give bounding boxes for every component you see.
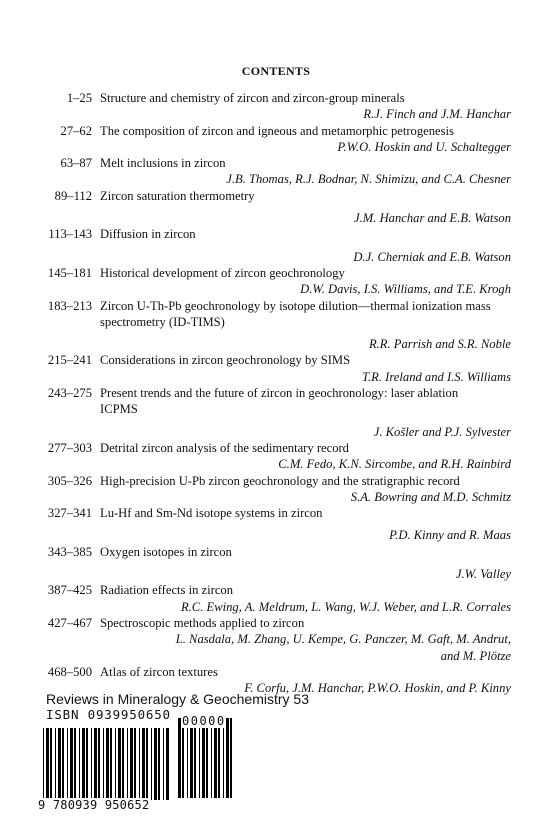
barcode-bar — [98, 728, 100, 800]
toc-entry — [0, 582, 552, 615]
entry-authors: L. Nasdala, M. Zhang, U. Kempe, G. Panczer, M. Gaft, M. Andrut, — [175, 632, 511, 647]
entry-pages: 243–275 — [47, 386, 92, 401]
table-of-contents — [0, 90, 552, 696]
entry-authors: D.J. Cherniak and E.B. Watson — [353, 249, 511, 264]
entry-authors: P.D. Kinny and R. Maas — [389, 528, 511, 543]
barcode-bar — [55, 728, 56, 800]
entry-pages: 277–303 — [47, 440, 92, 455]
entry-title: Zircon U-Th-Pb geochronology by isotope dilution—thermal ionization mass spectrometry (ID-TIMS) — [100, 298, 491, 329]
barcode-bar — [106, 728, 109, 800]
entry-title: High-precision U-Pb zircon geochronology and the stratigraphic record — [100, 473, 460, 488]
entry-pages: 343–385 — [47, 544, 92, 559]
entry-pages: 215–241 — [47, 353, 92, 368]
entry-pages: 468–500 — [47, 664, 92, 679]
addon-barcode-digits: 00000 — [182, 714, 226, 728]
entry-title: Considerations in zircon geochronology by SIMS — [100, 353, 351, 368]
toc-entry — [0, 505, 552, 544]
entry-pages: 27–62 — [60, 123, 92, 138]
barcode-bar — [154, 728, 157, 800]
entry-title: Detrital zircon analysis of the sedimentary record — [100, 440, 349, 455]
barcode-bar — [103, 728, 104, 800]
barcode-bar — [79, 728, 80, 800]
entry-title: Oxygen isotopes in zircon — [100, 544, 232, 559]
barcode-bar — [158, 728, 160, 800]
entry-authors: S.A. Bowring and M.D. Schmitz — [350, 489, 511, 504]
barcode-bar — [226, 718, 229, 798]
entry-title: Lu-Hf and Sm-Nd isotope systems in zircon — [100, 506, 323, 521]
barcode-bar — [139, 728, 140, 800]
entry-authors: J.M. Hanchar and E.B. Watson — [354, 211, 511, 226]
barcode-bar — [166, 728, 169, 800]
entry-authors: J.B. Thomas, R.J. Bodnar, N. Shimizu, and C.A. Chesner — [226, 172, 511, 187]
toc-entry — [0, 226, 552, 265]
barcode-bar — [43, 728, 44, 800]
barcode-bar — [70, 728, 73, 800]
entry-pages: 183–213 — [47, 298, 92, 313]
entry-authors: P.W.O. Hoskin and U. Schaltegger — [337, 139, 511, 154]
entry-title: Present trends and the future of zircon in geochronology: laser ablation ICPMS — [100, 386, 459, 417]
entry-authors: R.C. Ewing, A. Meldrum, L. Wang, W.J. Weber, and L.R. Corrales — [180, 599, 511, 614]
entry-pages: 305–326 — [47, 473, 92, 488]
barcode-bar — [91, 728, 92, 800]
barcode-bar — [130, 728, 133, 800]
entry-pages: 427–467 — [47, 615, 92, 630]
series-title: Reviews in Mineralogy & Geochemistry 53 — [46, 691, 309, 707]
entry-title: Diffusion in zircon — [100, 227, 196, 242]
toc-entry — [0, 352, 552, 385]
entry-authors: R.J. Finch and J.M. Hanchar — [363, 107, 511, 122]
barcode-bar — [199, 718, 200, 798]
barcode-bar — [62, 728, 64, 800]
toc-entry — [0, 155, 552, 188]
barcode-bar — [146, 728, 148, 800]
entry-authors: F. Corfu, J.M. Hanchar, P.W.O. Hoskin, and P. Kinny — [244, 681, 511, 696]
entry-title: Spectroscopic methods applied to zircon — [100, 615, 305, 630]
barcode-bar — [142, 728, 145, 800]
barcode-bar — [110, 728, 112, 800]
barcode-bar — [58, 728, 61, 800]
entry-authors: D.W. Davis, I.S. Williams, and T.E. Krogh — [300, 282, 511, 297]
barcode-bar — [214, 718, 217, 798]
toc-entry — [0, 615, 552, 664]
isbn-text: ISBN 0939950650 — [46, 707, 171, 722]
barcode-bar — [151, 728, 152, 800]
entry-authors: T.R. Ireland and I.S. Williams — [361, 369, 511, 384]
barcode-bar — [206, 718, 208, 798]
toc-entry — [0, 440, 552, 473]
entry-pages: 327–341 — [47, 506, 92, 521]
barcode-digits: 9 780939 950652 — [38, 798, 150, 812]
barcode-bar — [163, 728, 164, 800]
entry-title: Melt inclusions in zircon — [100, 156, 226, 171]
barcode-bar — [122, 728, 124, 800]
toc-entry — [0, 385, 552, 440]
barcode-bar — [127, 728, 128, 800]
barcode-bar — [178, 718, 181, 798]
entry-pages: 89–112 — [54, 188, 92, 203]
entry-title: Atlas of zircon textures — [100, 664, 218, 679]
barcode-bar — [50, 728, 52, 800]
entry-title: The composition of zircon and igneous and metamorphic petrogenesis — [100, 123, 454, 138]
barcode-bar — [74, 728, 76, 800]
toc-entry — [0, 473, 552, 506]
entry-title: Structure and chemistry of zircon and zircon-group minerals — [100, 91, 405, 105]
barcode-bar — [230, 718, 232, 798]
barcode-bar — [202, 718, 205, 798]
toc-entry — [0, 544, 552, 583]
toc-entry — [0, 123, 552, 156]
barcode-bar — [115, 728, 116, 800]
barcode-bar — [211, 718, 212, 798]
contents-heading: CONTENTS — [241, 64, 311, 78]
toc-entry — [0, 265, 552, 298]
entry-title: Historical development of zircon geochronology — [100, 265, 345, 280]
toc-entry — [0, 188, 552, 227]
entry-pages: 145–181 — [47, 265, 92, 280]
entry-authors-continued: and M. Plötze — [440, 648, 511, 663]
entry-authors: J.W. Valley — [455, 567, 511, 582]
entry-authors: R.R. Parrish and S.R. Noble — [368, 337, 511, 352]
entry-authors: J. Košler and P.J. Sylvester — [373, 424, 511, 439]
barcode-bar — [182, 718, 184, 798]
barcode-bar — [194, 718, 196, 798]
entry-pages: 63–87 — [60, 156, 92, 171]
addon-barcode — [176, 718, 236, 798]
entry-title: Zircon saturation thermometry — [100, 188, 255, 203]
barcode-bar — [94, 728, 97, 800]
entry-pages: 1–25 — [66, 91, 92, 105]
barcode-bar — [218, 718, 220, 798]
barcode-bar — [67, 728, 68, 800]
entry-title: Radiation effects in zircon — [100, 583, 234, 598]
entry-pages: 113–143 — [48, 227, 92, 242]
entry-pages: 387–425 — [47, 583, 92, 598]
barcode-bar — [223, 718, 224, 798]
toc-entry — [0, 90, 552, 123]
barcode-bar — [46, 728, 49, 800]
barcode-bar — [82, 728, 85, 800]
toc-entry — [0, 298, 552, 353]
barcode-bar — [134, 728, 136, 800]
entry-authors: C.M. Fedo, K.N. Sircombe, and R.H. Rainbird — [278, 457, 511, 472]
barcode-bar — [187, 718, 188, 798]
barcode-bar — [86, 728, 88, 800]
barcode-bar — [118, 728, 121, 800]
barcode-bar — [190, 718, 193, 798]
